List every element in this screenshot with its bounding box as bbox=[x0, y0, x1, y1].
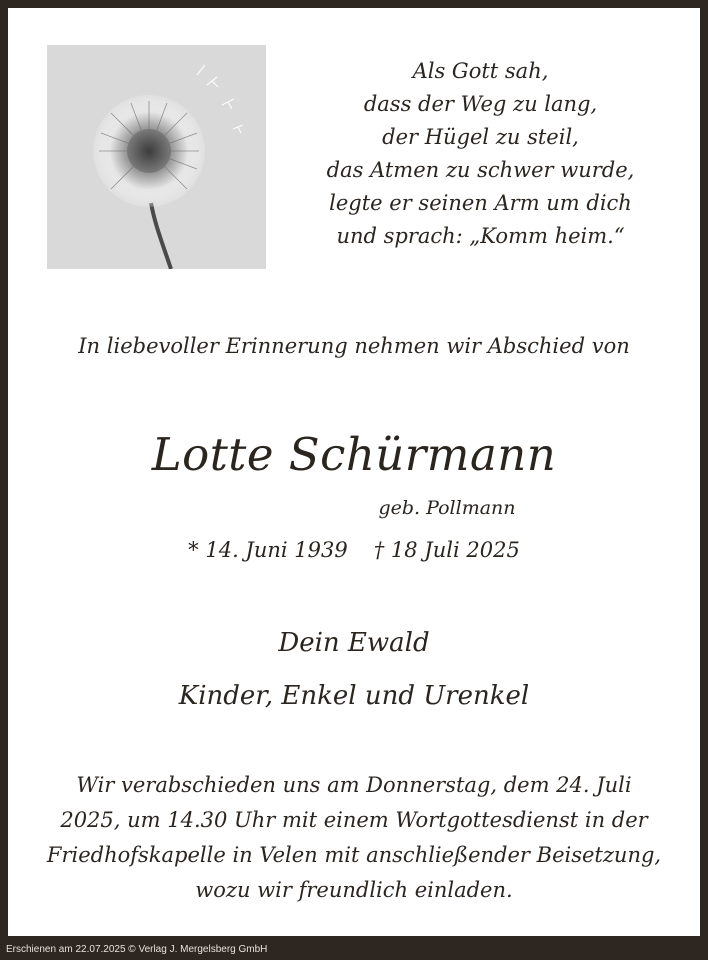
notice-line: wozu wir freundlich einladen. bbox=[195, 878, 513, 902]
poem bbox=[288, 55, 673, 253]
publication-footer: Erschienen am 22.07.2025 © Verlag J. Mergelsberg GmbH bbox=[6, 944, 268, 955]
funeral-notice bbox=[28, 768, 680, 908]
poem-line: legte er seinen Arm um dich bbox=[329, 191, 632, 215]
poem-line: dass der Weg zu lang, bbox=[363, 92, 598, 116]
mourner-spouse: Dein Ewald bbox=[278, 628, 430, 658]
death-date: † 18 Juli 2025 bbox=[373, 538, 520, 562]
deceased-name: Lotte Schürmann bbox=[151, 428, 557, 481]
notice-line: Wir verabschieden uns am Donnerstag, dem 24. Juli bbox=[76, 773, 632, 797]
notice-line: Friedhofskapelle in Velen mit anschließender Beisetzung, bbox=[46, 843, 662, 867]
poem-line: der Hügel zu steil, bbox=[382, 125, 579, 149]
obituary-paper bbox=[8, 8, 700, 936]
notice-line: 2025, um 14.30 Uhr mit einem Wortgottesdienst in der bbox=[60, 808, 648, 832]
poem-line: und sprach: „Komm heim.“ bbox=[336, 224, 625, 248]
life-dates bbox=[8, 538, 700, 562]
dandelion-photo bbox=[47, 45, 266, 269]
intro-text: In liebevoller Erinnerung nehmen wir Abschied von bbox=[78, 334, 630, 358]
birth-date: * 14. Juni 1939 bbox=[188, 538, 348, 562]
mourner-family: Kinder, Enkel und Urenkel bbox=[178, 681, 530, 711]
birth-name: geb. Pollmann bbox=[378, 497, 516, 519]
poem-line: das Atmen zu schwer wurde, bbox=[326, 158, 635, 182]
dandelion-icon bbox=[47, 45, 266, 269]
poem-line: Als Gott sah, bbox=[412, 59, 549, 83]
